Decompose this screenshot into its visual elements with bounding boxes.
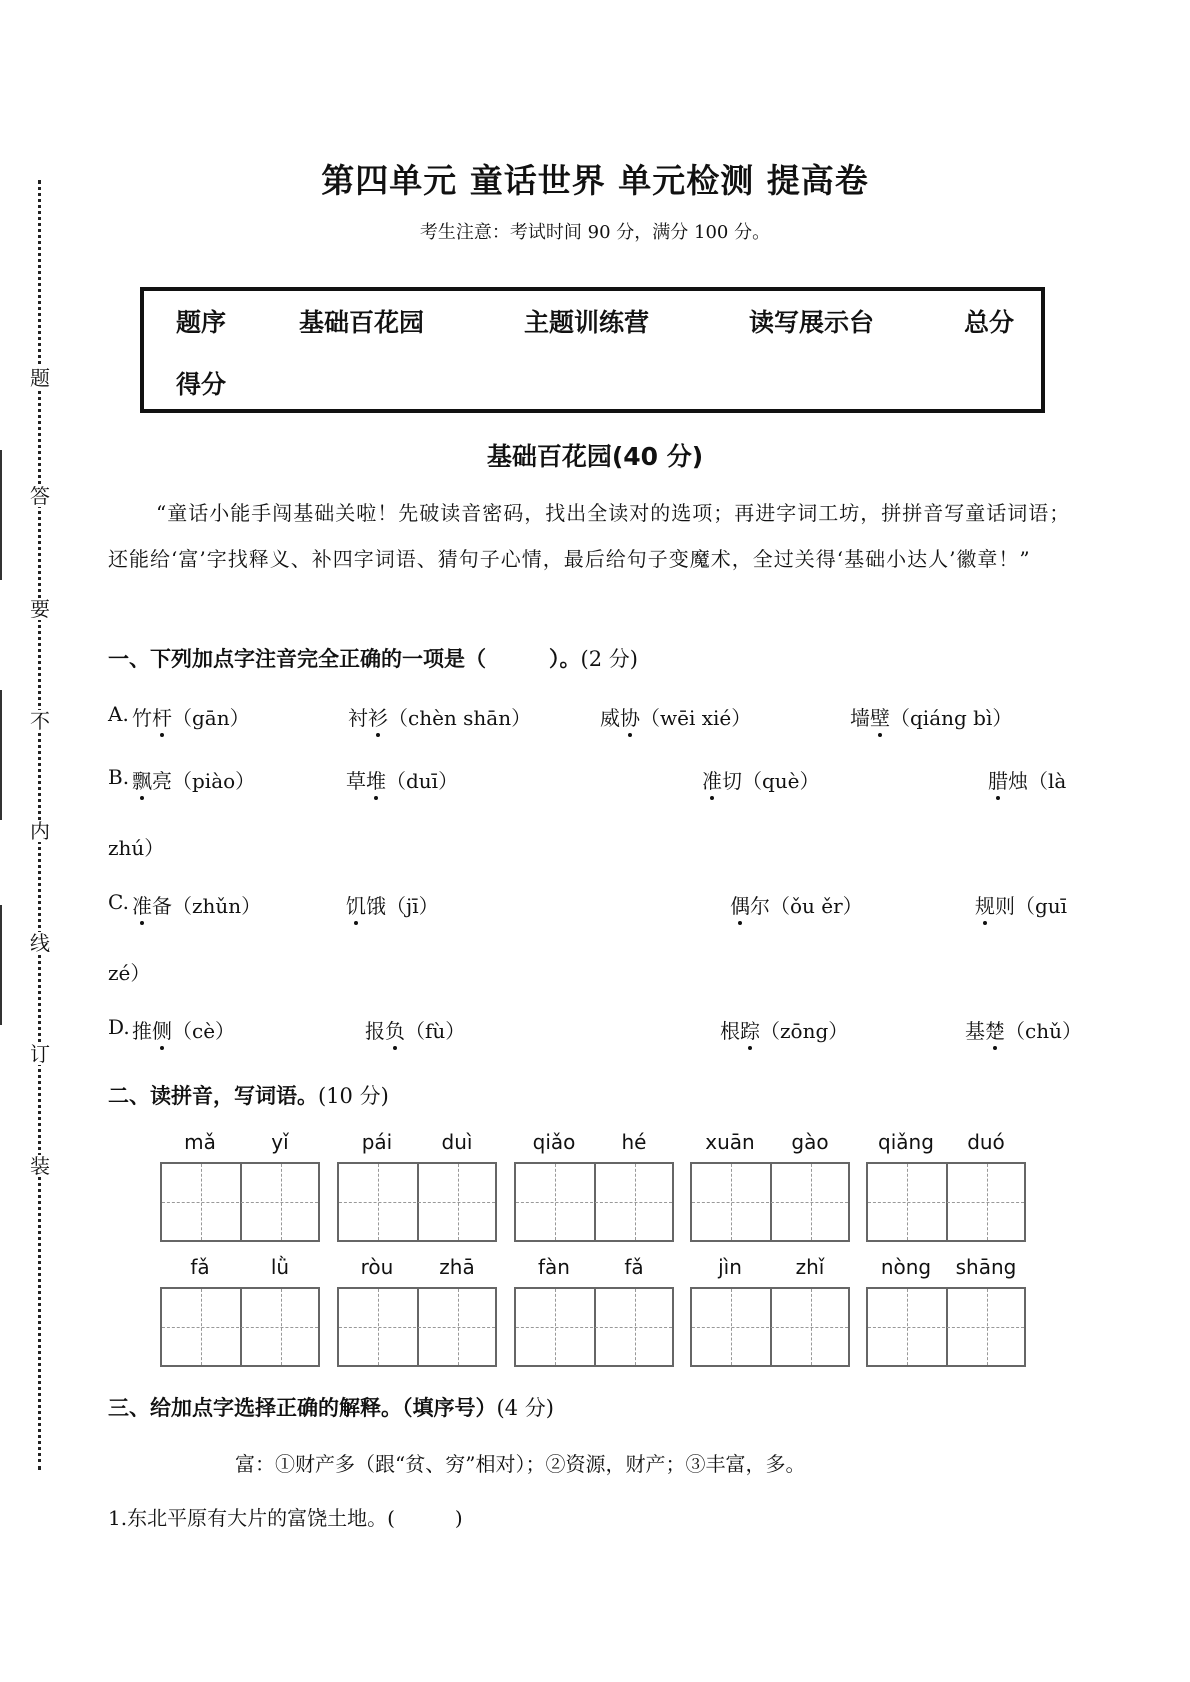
score-table bbox=[140, 287, 1045, 413]
binding-rule bbox=[0, 905, 2, 1025]
score-row-label: 得分 bbox=[176, 370, 227, 399]
writing-grid-box[interactable] bbox=[514, 1287, 674, 1367]
pinyin-label: nòng bbox=[880, 1255, 932, 1279]
writing-grid-box[interactable] bbox=[337, 1162, 497, 1242]
pinyin-label: shāng bbox=[955, 1255, 1017, 1279]
writing-grid-box[interactable] bbox=[690, 1162, 850, 1242]
question-3-points: (4 分) bbox=[496, 1396, 554, 1420]
option-b-label: B. bbox=[108, 765, 130, 789]
writing-grid-box[interactable] bbox=[160, 1162, 320, 1242]
option-a-item: 墙壁（qiáng bì） bbox=[850, 706, 1013, 730]
option-d-label: D. bbox=[108, 1015, 130, 1039]
question-2-points: (10 分) bbox=[318, 1084, 389, 1108]
binding-char: 不 bbox=[30, 709, 50, 733]
option-c-item: 偶尔（ǒu ěr） bbox=[730, 894, 863, 918]
binding-rule bbox=[0, 690, 2, 820]
option-b-wrap: zhú） bbox=[108, 836, 165, 860]
pinyin-label: zhā bbox=[439, 1255, 475, 1279]
option-d-item: 推侧（cè） bbox=[132, 1019, 236, 1043]
binding-char: 订 bbox=[30, 1042, 50, 1066]
exam-notice: 考生注意：考试时间 90 分，满分 100 分。 bbox=[419, 222, 771, 243]
question-3-item-1: 1.东北平原有大片的富饶土地。( ) bbox=[108, 1506, 463, 1530]
writing-grid-box[interactable] bbox=[866, 1162, 1026, 1242]
option-a-item: 衬衫（chèn shān） bbox=[348, 706, 532, 730]
question-1-title bbox=[108, 643, 638, 673]
option-c-label: C. bbox=[108, 890, 129, 914]
pinyin-label: ròu bbox=[360, 1255, 394, 1279]
writing-grid-box[interactable] bbox=[337, 1287, 497, 1367]
question-2-text: 二、读拼音，写词语。 bbox=[108, 1084, 318, 1108]
pinyin-label: gào bbox=[791, 1130, 829, 1154]
score-header-cell: 主题训练营 bbox=[524, 308, 650, 337]
option-a-label: A. bbox=[108, 702, 129, 726]
score-header-cell: 总分 bbox=[964, 308, 1015, 337]
pinyin-label: jìn bbox=[718, 1255, 742, 1279]
binding-char: 线 bbox=[30, 931, 50, 955]
binding-char: 内 bbox=[30, 819, 50, 843]
question-3-text: 三、给加点字选择正确的解释。（填序号） bbox=[108, 1396, 497, 1420]
option-b-item: 草堆（duī） bbox=[346, 769, 459, 793]
pinyin-label: xuān bbox=[705, 1130, 755, 1154]
option-d-item: 报负（fù） bbox=[365, 1019, 466, 1043]
option-c-item: 规则（guī bbox=[975, 894, 1068, 918]
writing-grid-box[interactable] bbox=[690, 1287, 850, 1367]
option-b-item: 腊烛（là bbox=[988, 769, 1067, 793]
pinyin-label: fǎ bbox=[624, 1255, 644, 1279]
section-title: 基础百花园(40 分) bbox=[486, 442, 704, 471]
score-header-cell: 题序 bbox=[176, 308, 227, 337]
option-d-item: 根踪（zōng） bbox=[720, 1019, 849, 1043]
option-b-item: 飘亮（piào） bbox=[132, 769, 256, 793]
writing-grid-box[interactable] bbox=[514, 1162, 674, 1242]
binding-char: 题 bbox=[30, 366, 50, 390]
option-c-wrap: zé） bbox=[108, 961, 151, 985]
question-1-points: (2 分) bbox=[580, 647, 638, 671]
option-c-item: 饥饿（jī） bbox=[346, 894, 439, 918]
page-title: 第四单元 童话世界 单元检测 提高卷 bbox=[321, 161, 869, 200]
binding-char: 装 bbox=[30, 1154, 50, 1178]
score-header-cell: 读写展示台 bbox=[749, 308, 875, 337]
pinyin-label: yǐ bbox=[271, 1130, 289, 1154]
question-1-text: 一、下列加点字注音完全正确的一项是（ ）。 bbox=[108, 647, 581, 671]
pinyin-label: qiǎng bbox=[878, 1130, 934, 1154]
pinyin-label: mǎ bbox=[184, 1130, 216, 1154]
writing-grid-box[interactable] bbox=[160, 1287, 320, 1367]
binding-char: 要 bbox=[30, 597, 50, 621]
pinyin-label: hé bbox=[621, 1130, 647, 1154]
pinyin-label: fàn bbox=[538, 1255, 570, 1279]
option-a-item: 竹杆（gān） bbox=[132, 706, 250, 730]
option-a-item: 威协（wēi xié） bbox=[600, 706, 752, 730]
option-b-item: 准切（què） bbox=[702, 769, 820, 793]
binding-char: 答 bbox=[30, 484, 50, 508]
question-3-title bbox=[108, 1392, 554, 1422]
pinyin-label: duì bbox=[441, 1130, 473, 1154]
pinyin-label: fǎ bbox=[190, 1255, 210, 1279]
pinyin-label: zhǐ bbox=[795, 1255, 825, 1279]
fu-definitions: 富：①财产多（跟“贫、穷”相对）；②资源，财产；③丰富，多。 bbox=[235, 1452, 806, 1476]
question-2-title bbox=[108, 1080, 389, 1110]
pinyin-label: duó bbox=[967, 1130, 1005, 1154]
pinyin-label: lǜ bbox=[270, 1255, 290, 1279]
pinyin-label: pái bbox=[361, 1130, 393, 1154]
score-header-cell: 基础百花园 bbox=[299, 308, 425, 337]
section-intro: “童话小能手闯基础关啦！先破读音密码，找出全读对的选项；再进字词工坊，拼拼音写童话词语；还能给‘富’字找释义、补四字词语、猜句子心情，最后给句子变魔术，全过关得‘基础小达人’徽章！” bbox=[108, 501, 1071, 571]
option-c-item: 准备（zhǔn） bbox=[132, 894, 262, 918]
option-d-item: 基楚（chǔ） bbox=[965, 1019, 1082, 1043]
writing-grid-box[interactable] bbox=[866, 1287, 1026, 1367]
pinyin-label: qiǎo bbox=[532, 1130, 576, 1154]
